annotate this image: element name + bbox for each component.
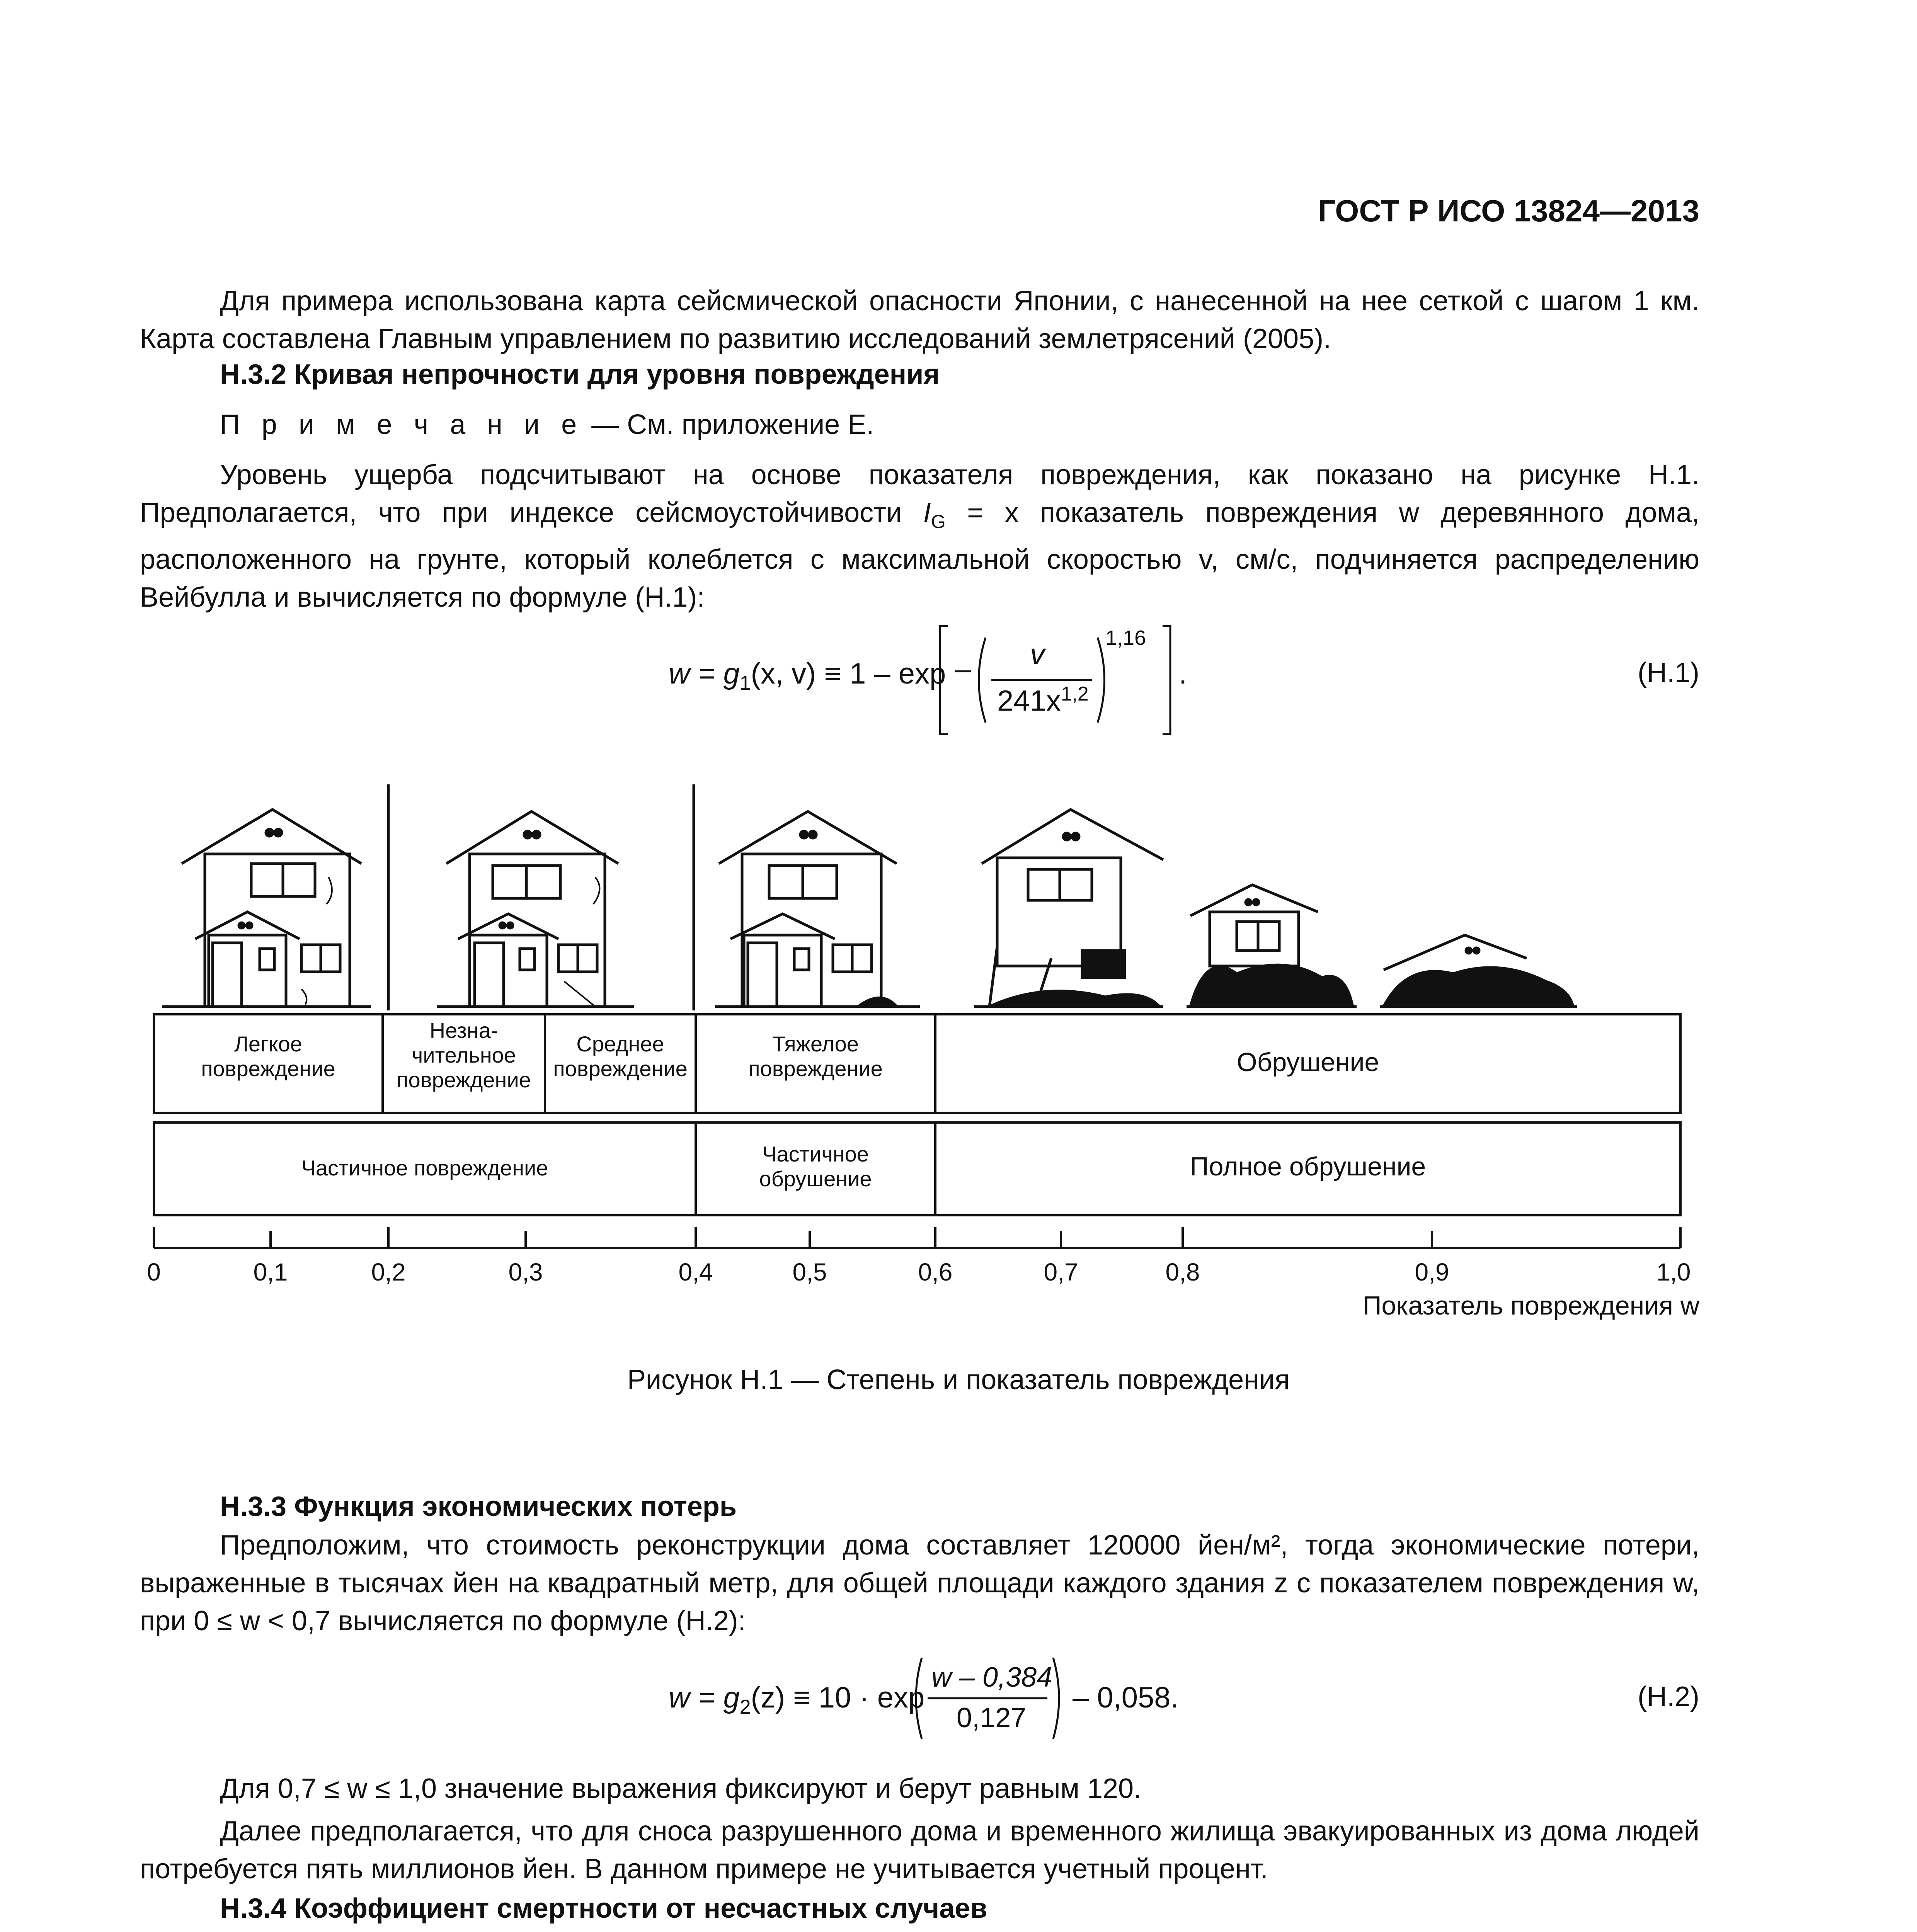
- label-line: Тяжелое: [772, 1032, 859, 1056]
- intro-paragraph: Для примера использована карта сейсмической опасности Японии, с нанесенной на нее сеткой с шагом 1 км. Карта составлена Главным управлением по развитию исследований землетрясений (2005).: [140, 286, 1699, 354]
- house-total-collapse-icon: [1380, 935, 1577, 1007]
- eq2-number: (Н.2): [1638, 1681, 1699, 1712]
- eq1-exponent: 1,16: [1105, 626, 1146, 650]
- damage-axis: [154, 1227, 1680, 1248]
- label-line: повреждение: [201, 1056, 335, 1081]
- house-heavy-icon: [715, 811, 920, 1007]
- eq2-lhs-sub: 2: [739, 1696, 751, 1718]
- section-heading-h34: Н.3.4 Коэффициент смертности от несчастных случаев: [220, 1893, 987, 1924]
- paragraph-after-eq2-2: Далее предполагается, что для сноса разрушенного дома и временного жилища эвакуированных из дома людей потребуется пять миллионов йен. В данном примере не учитывается учетный процент.: [140, 1816, 1699, 1884]
- tick-label: 0: [147, 1258, 161, 1286]
- house-illustrations: [162, 784, 1577, 1010]
- eq1-lhs-sub: 1: [739, 672, 751, 694]
- label-line: Частичное: [762, 1142, 869, 1166]
- document-id: ГОСТ Р ИСО 13824—2013: [1318, 194, 1699, 228]
- section-heading-h33: Н.3.3 Функция экономических потерь: [220, 1491, 737, 1522]
- tick-label: 0,6: [918, 1258, 953, 1286]
- house-collapsed-low-icon: [1187, 885, 1357, 1007]
- symbol-ig: I: [923, 497, 931, 528]
- note-text: — См. приложение Е.: [584, 409, 874, 440]
- symbol-ig-sub: G: [931, 511, 946, 532]
- label-line: повреждение: [553, 1056, 688, 1081]
- eq1-minus: –: [955, 653, 971, 685]
- label-line: Легкое: [234, 1032, 302, 1056]
- label-line: повреждение: [397, 1068, 531, 1092]
- house-medium-icon: [437, 811, 634, 1007]
- label-line: Среднее: [576, 1032, 664, 1056]
- eq2-numerator: w – 0,384: [931, 1662, 1052, 1693]
- state-partial-damage-label: Частичное повреждение: [301, 1156, 548, 1180]
- label-line: Незна-: [429, 1018, 498, 1043]
- damage-light-label: [154, 1032, 383, 1081]
- text-run: Уровень ущерба подсчитывают на основе показателя повреждения, как показано на рисунке Н.1. Предполагается, что при индексе сейсмоустойчивости: [140, 459, 1699, 528]
- tick-label: 0,3: [508, 1258, 543, 1286]
- tick-label: 0,7: [1044, 1258, 1078, 1286]
- figure-caption: Рисунок Н.1 — Степень и показатель повреждения: [627, 1364, 1290, 1395]
- note-label: П р и м е ч а н и е: [220, 409, 584, 440]
- eq1-number: (Н.1): [1638, 657, 1699, 688]
- eq2-tail: – 0,058.: [1073, 1681, 1179, 1714]
- label-line: обрушение: [759, 1167, 872, 1191]
- text-run: = x показатель повреждения w деревянного дома, расположенного на грунте, который колеблется с максимальной скоростью v, см/с, подчиняется распределению Вейбулла и вычисляется по формуле (Н.1):: [140, 497, 1699, 613]
- eq1-tail: .: [1179, 657, 1187, 690]
- eq1-lhs-text: w = g: [669, 657, 740, 690]
- tick-label: 0,8: [1165, 1258, 1200, 1286]
- state-full-collapse-label: Полное обрушение: [1190, 1152, 1426, 1181]
- tick-label: 0,1: [253, 1258, 288, 1286]
- tick-label: 1,0: [1656, 1258, 1691, 1286]
- state-partial-collapse-label: [696, 1142, 935, 1191]
- house-light-icon: [162, 810, 371, 1007]
- paragraph-h34: [140, 1928, 1699, 1932]
- house-collapse-icon: [974, 810, 1163, 1007]
- damage-medium-label: [545, 1032, 696, 1081]
- paragraph-after-eq2-1: Для 0,7 ≤ w ≤ 1,0 значение выражения фиксируют и берут равным 120.: [220, 1773, 1142, 1804]
- eq1-den-text: 241x: [997, 684, 1061, 718]
- eq1-numerator: v: [1030, 638, 1045, 671]
- tick-label: 0,5: [792, 1258, 827, 1286]
- eq2-args: (z) ≡ 10 · exp: [751, 1681, 925, 1714]
- tick-label: 0,9: [1415, 1258, 1449, 1286]
- tick-label: 0,2: [371, 1258, 406, 1286]
- damage-heavy-label: [696, 1032, 935, 1081]
- tick-label: 0,4: [678, 1258, 713, 1286]
- section-heading-h32: Н.3.2 Кривая непрочности для уровня повреждения: [220, 359, 940, 390]
- axis-label: Показатель повреждения w: [1362, 1291, 1699, 1320]
- damage-minor-label: [383, 1018, 545, 1092]
- label-line: повреждение: [748, 1056, 883, 1081]
- damage-collapse-label: Обрушение: [1236, 1048, 1379, 1077]
- eq1-args: (x, v) ≡ 1 – exp: [751, 657, 946, 690]
- paragraph-h33: Предположим, что стоимость реконструкции дома составляет 120000 йен/м², тогда экономические потери, выраженные в тысячах йен на квадратный метр, для общей площади каждого здания z с показателем повреждения w, при 0 ≤ w < 0,7 вычисляется по формуле (Н.2):: [140, 1530, 1699, 1636]
- eq1-den-sup: 1,2: [1061, 682, 1089, 705]
- eq2-denominator: 0,127: [957, 1702, 1027, 1733]
- label-line: чительное: [412, 1043, 516, 1067]
- eq2-lhs-text: w = g: [669, 1681, 740, 1714]
- eq2-lhs: [669, 1681, 924, 1718]
